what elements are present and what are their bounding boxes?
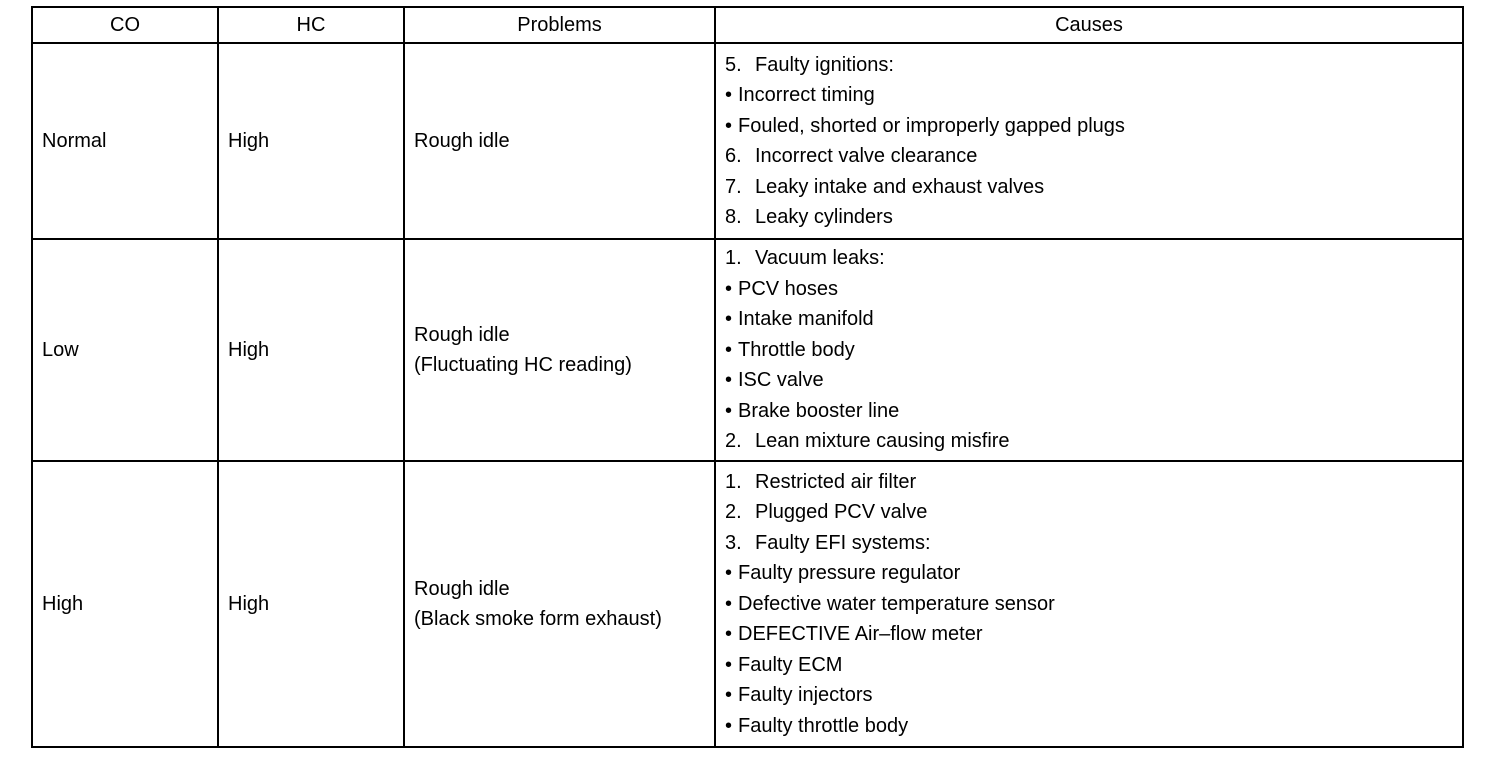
co-cell: Low	[32, 239, 218, 461]
bullet-marker: •	[725, 684, 733, 707]
item-number: 5.	[725, 53, 742, 76]
bullet-marker: •	[725, 623, 733, 646]
cause-text: Throttle body	[738, 338, 855, 361]
cause-bullet-item	[725, 80, 1462, 111]
header-causes: Causes	[715, 7, 1463, 43]
cause-text: Plugged PCV valve	[755, 501, 928, 524]
cause-text: Vacuum leaks:	[755, 247, 885, 270]
table-row	[32, 239, 1463, 461]
cause-text: Faulty pressure regulator	[738, 562, 961, 585]
table-row	[32, 461, 1463, 747]
cause-text: DEFECTIVE Air–flow meter	[738, 623, 983, 646]
cause-text: Incorrect timing	[738, 84, 875, 106]
problem-line: (Fluctuating HC reading)	[414, 354, 632, 376]
cause-bullet-item	[725, 680, 1462, 711]
cause-text: PCV hoses	[738, 277, 839, 300]
bullet-marker: •	[725, 592, 733, 615]
diagnosis-table	[31, 6, 1464, 748]
co-cell: High	[32, 461, 218, 747]
cause-numbered-item	[725, 141, 1462, 172]
cause-bullet-item	[725, 711, 1462, 742]
bullet-marker: •	[725, 562, 733, 585]
causes-cell	[715, 461, 1463, 747]
cause-text: Leaky cylinders	[755, 206, 893, 228]
bullet-marker: •	[725, 714, 733, 737]
cause-text: Faulty throttle body	[738, 714, 909, 737]
cause-text: Faulty ECM	[738, 653, 843, 676]
cause-bullet-item	[725, 304, 1462, 335]
problem-line: Rough idle	[414, 578, 510, 600]
bullet-marker: •	[725, 399, 733, 422]
cause-text: Leaky intake and exhaust valves	[755, 175, 1045, 198]
bullet-marker: •	[725, 277, 733, 300]
item-number: 7.	[725, 175, 742, 198]
bullet-marker: •	[725, 308, 733, 331]
cause-bullet-item	[725, 558, 1462, 589]
cause-text: Faulty injectors	[738, 684, 873, 707]
cause-numbered-item	[725, 467, 1462, 498]
cause-bullet-item	[725, 650, 1462, 681]
cause-text: ISC valve	[738, 369, 824, 392]
item-number: 8.	[725, 206, 742, 228]
cause-bullet-item	[725, 619, 1462, 650]
causes-cell	[715, 239, 1463, 461]
table-row	[32, 43, 1463, 239]
cause-numbered-item	[725, 243, 1462, 274]
cause-bullet-item	[725, 274, 1462, 305]
cause-text: Fouled, shorted or improperly gapped plugs	[738, 114, 1125, 137]
cause-bullet-item	[725, 396, 1462, 427]
cause-text: Defective water temperature sensor	[738, 592, 1055, 615]
problems-cell	[404, 43, 715, 239]
problems-cell	[404, 461, 715, 747]
cause-text: Intake manifold	[738, 308, 874, 331]
cause-bullet-item	[725, 365, 1462, 396]
hc-cell: High	[218, 461, 404, 747]
cause-text: Brake booster line	[738, 399, 900, 422]
item-number: 1.	[725, 247, 742, 270]
hc-cell: High	[218, 239, 404, 461]
bullet-marker: •	[725, 653, 733, 676]
cause-numbered-item	[725, 172, 1462, 203]
cause-numbered-item	[725, 202, 1462, 233]
cause-text: Restricted air filter	[755, 470, 917, 493]
header-hc: HC	[218, 7, 404, 43]
cause-numbered-item	[725, 426, 1462, 457]
cause-text: Faulty ignitions:	[755, 53, 894, 76]
problem-line: Rough idle	[414, 130, 510, 152]
causes-cell	[715, 43, 1463, 239]
problems-cell	[404, 239, 715, 461]
header-row	[32, 7, 1463, 43]
cause-bullet-item	[725, 111, 1462, 142]
item-number: 3.	[725, 531, 742, 554]
cause-text: Incorrect valve clearance	[755, 145, 978, 167]
cause-text: Faulty EFI systems:	[755, 531, 931, 554]
cause-bullet-item	[725, 335, 1462, 366]
problem-line: (Black smoke form exhaust)	[414, 608, 662, 630]
header-problems: Problems	[404, 7, 715, 43]
bullet-marker: •	[725, 84, 733, 106]
item-number: 2.	[725, 430, 742, 453]
item-number: 6.	[725, 145, 742, 167]
cause-numbered-item	[725, 497, 1462, 528]
bullet-marker: •	[725, 114, 733, 137]
cause-text: Lean mixture causing misfire	[755, 430, 1010, 453]
header-co: CO	[32, 7, 218, 43]
cause-bullet-item	[725, 589, 1462, 620]
problem-line: Rough idle	[414, 324, 510, 346]
item-number: 1.	[725, 470, 742, 493]
co-cell: Normal	[32, 43, 218, 239]
item-number: 2.	[725, 501, 742, 524]
cause-numbered-item	[725, 50, 1462, 81]
cause-numbered-item	[725, 528, 1462, 559]
bullet-marker: •	[725, 369, 733, 392]
bullet-marker: •	[725, 338, 733, 361]
hc-cell: High	[218, 43, 404, 239]
